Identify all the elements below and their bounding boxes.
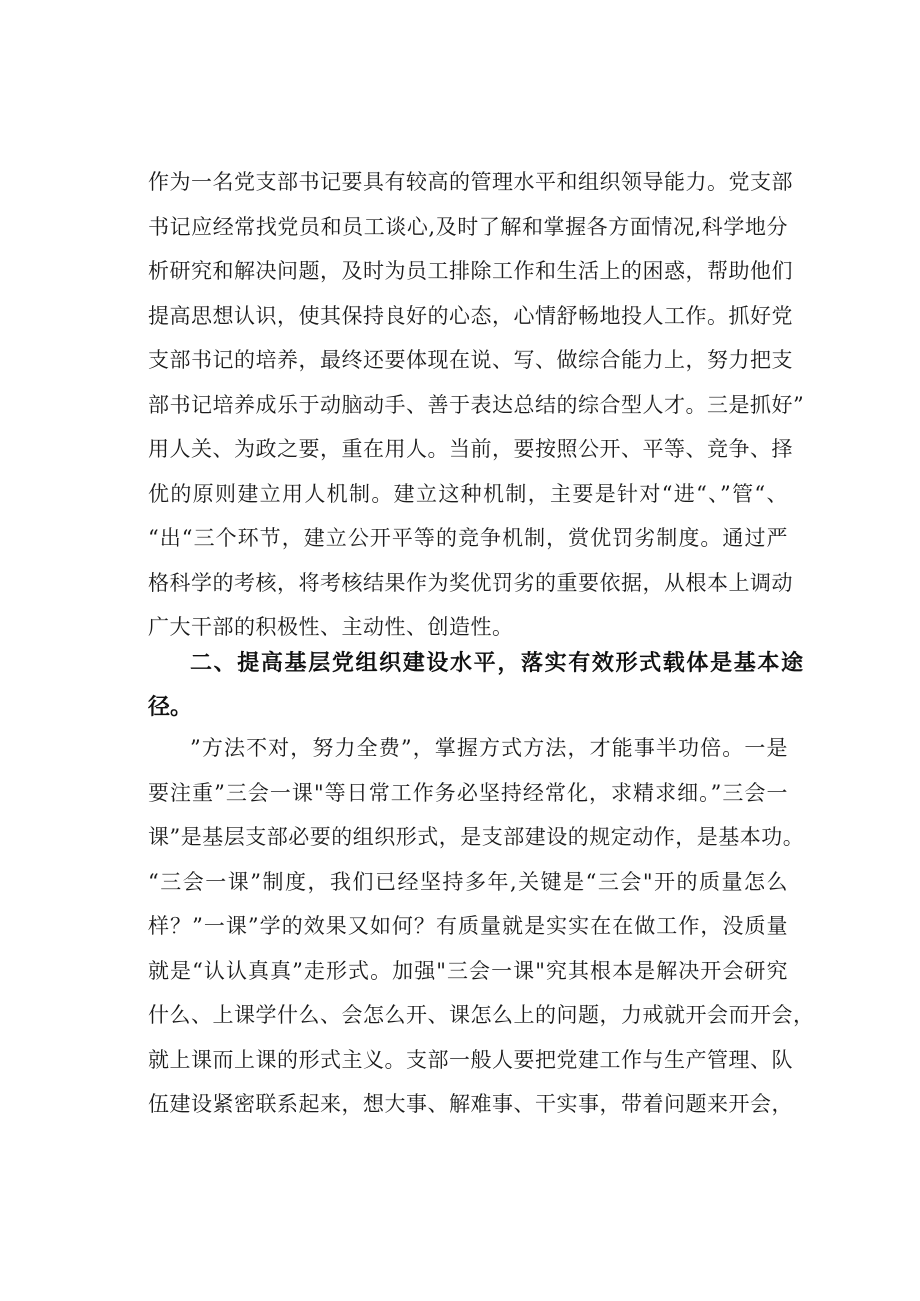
paragraph-2-line: 伍建设紧密联系起来，想大事、解难事、干实事，带着问题来开会， [148,1092,793,1116]
paragraph-1 [148,160,805,650]
paragraph-1-line: 格科学的考核，将考核结果作为奖优罚劣的重要依据，从根本上调动 [148,570,793,595]
paragraph-1-line: 支部书记的培养，最终还要体现在说、写、做综合能力上，努力把支 [148,348,793,372]
paragraph-2-line: ”方法不对，努力全费”，掌握方式方法，才能事半功倍。一是 [190,736,788,760]
paragraph-1-line: 优的原则建立用人机制。建立这种机制，主要是针对“进“、”管“、 [148,481,788,506]
paragraph-1-line: 析研究和解决问题，及时为员工排除工作和生活上的困惑，帮助他们 [148,259,793,283]
section-heading-line: 径。 [148,695,193,720]
paragraph-1-line: 用人关、为政之要，重在用人。当前，要按照公开、平等、竞争、择 [148,437,793,461]
paragraph-2-line: 什么、上课学什么、会怎么开、课怎么上的问题，力戒就开会而开会， [148,1003,815,1027]
paragraph-1-line: 部书记培养成乐于动脑动手、善于表达总结的综合型人才。三是抓好” [148,392,805,417]
paragraph-1-line: 提高思想认识，使其保持良好的心态，心情舒畅地投人工作。抓好党 [148,303,793,328]
paragraph-2-line: 样？”一课”学的效果又如何？有质量就是实实在在做工作，没质量 [148,914,788,938]
paragraph-1-line: 作为一名党支部书记要具有较高的管理水平和组织领导能力。党支部 [148,170,793,194]
paragraph-1-line: “出“三个环节，建立公开平等的竞争机制，赏优罚劣制度。通过严 [148,526,788,550]
paragraph-1-line: 书记应经常找党员和员工谈心,及时了解和掌握各方面情况,科学地分 [148,214,788,239]
paragraph-2-line: 要注重”三会一课"等日常工作务必坚持经常化，求精求细。”三会一 [148,780,788,805]
section-heading-2 [148,642,803,730]
paragraph-2 [148,726,815,1127]
paragraph-2-line: “三会一课”制度，我们已经坚持多年,关键是“三会"开的质量怎么 [148,869,788,894]
paragraph-2-line: 就是“认认真真”走形式。加强"三会一课"究其根本是解决开会研究 [148,958,788,983]
paragraph-2-line: 课”是基层支部必要的组织形式，是支部建设的规定动作，是基本功。 [148,825,805,849]
paragraph-1-line: 广大干部的积极性、主动性、创造性。 [148,615,514,639]
paragraph-2-line: 就上课而上课的形式主义。支部一般人要把党建工作与生产管理、队 [148,1047,793,1072]
section-heading-line: 二、提高基层党组织建设水平，落实有效形式载体是基本途 [190,651,803,676]
